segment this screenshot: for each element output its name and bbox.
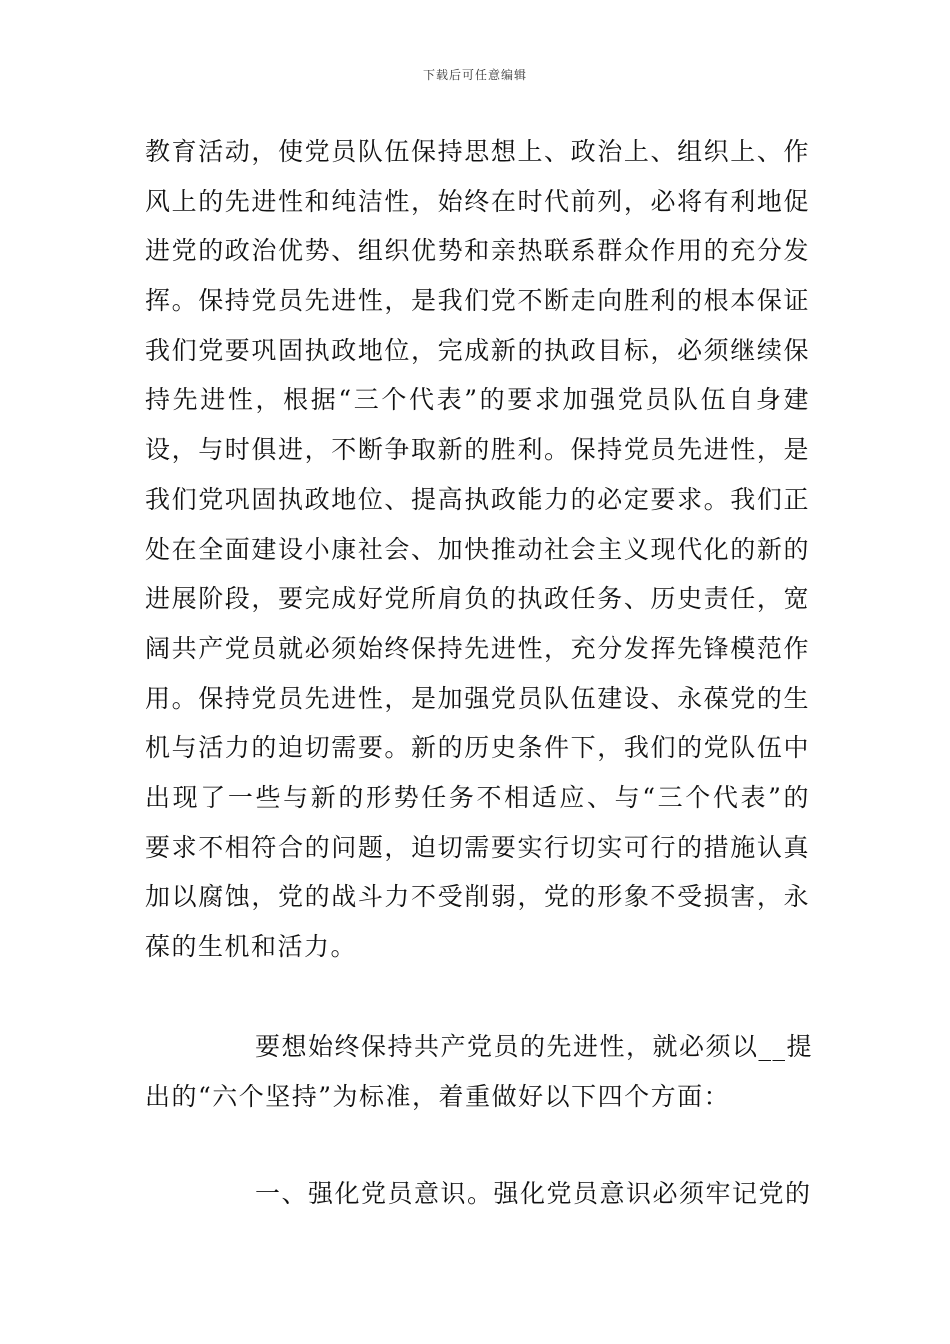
- text-line: 加以腐蚀，党的战斗力不受削弱，党的形象不受损害，永: [145, 882, 810, 912]
- text-line: 挥。保持党员先进性，是我们党不断走向胜利的根本保证: [145, 286, 810, 316]
- text-line: 要求不相符合的问题，迫切需要实行切实可行的措施认真: [145, 832, 810, 862]
- header-note: 下载后可任意编辑: [422, 68, 527, 82]
- text-line: 出现了一些与新的形势任务不相适应、与“三个代表”的: [145, 782, 810, 812]
- paragraph-3: [145, 1169, 810, 1219]
- text-line: 阔共产党员就必须始终保持先进性，充分发挥先锋模范作: [145, 633, 810, 663]
- text-line: 处在全面建设小康社会、加快推动社会主义现代化的新的: [145, 534, 810, 564]
- paragraph-2: [145, 1022, 814, 1121]
- text-line: 一、强化党员意识。强化党员意识必须牢记党的: [255, 1179, 812, 1208]
- text-line: 出的“六个坚持”为标准，着重做好以下四个方面：: [145, 1081, 731, 1111]
- text-line: 我们党巩固执政地位、提高执政能力的必定要求。我们正: [145, 484, 810, 514]
- paragraph-1: [145, 127, 810, 972]
- text-line: 机与活力的迫切需要。新的历史条件下，我们的党队伍中: [145, 733, 810, 763]
- text-line: 我们党要巩固执政地位，完成新的执政目标，必须继续保: [145, 335, 810, 365]
- text-line: 用。保持党员先进性，是加强党员队伍建设、永葆党的生: [145, 683, 810, 713]
- text-line: 进展阶段，要完成好党所肩负的执政任务、历史责任，宽: [145, 584, 810, 614]
- text-line: 要想始终保持共产党员的先进性，就必须以__提: [255, 1032, 814, 1061]
- text-line: 葆的生机和活力。: [145, 932, 358, 961]
- text-line: 设，与时俱进，不断争取新的胜利。保持党员先进性，是: [145, 435, 810, 465]
- text-line: 持先进性，根据“三个代表”的要求加强党员队伍自身建: [145, 385, 810, 415]
- text-line: 教育活动，使党员队伍保持思想上、政治上、组织上、作: [145, 137, 810, 166]
- text-line: 风上的先进性和纯洁性，始终在时代前列，必将有利地促: [145, 186, 810, 216]
- text-line: 进党的政治优势、组织优势和亲热联系群众作用的充分发: [145, 236, 810, 266]
